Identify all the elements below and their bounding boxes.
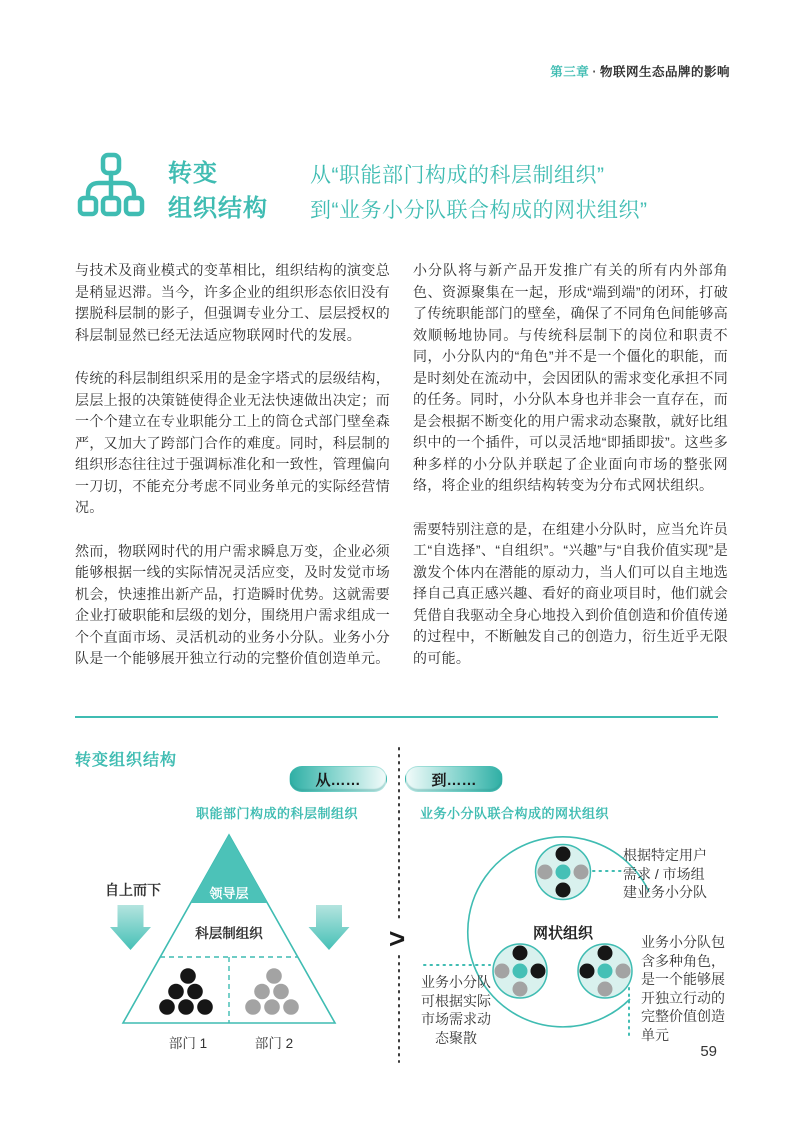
annotation-top-line: 建业务小分队 <box>623 884 707 900</box>
org-chart-icon-svg <box>75 150 147 222</box>
figure-graphics <box>75 740 727 1072</box>
paragraph: 小分队将与新产品开发推广有关的所有内外部角色、资源聚集在一起，形成“端到端”的闭环，打破了传统职能部门的壁垒，确保了不同角色间能够高效顺畅地协同。与传统科层制下的岗位和职责不同，小分队内的“角色”并不是一个僵化的职能，而是时刻处在流动中，会因团队的需求变化承担不同的任务。同时，小分队本身也并非会一直存在，而是会根据不断变化的用户需求动态聚散，就好比组织中的一个插件，可以灵活地“即插即拔”。这些多种多样的小分队并联起了企业面向市场的整张网络，将企业的组织结构转变为分布式网状组织。 <box>413 262 728 493</box>
hierarchy-heading: 职能部门构成的科层制组织 <box>195 806 358 821</box>
network-center-label: 网状组织 <box>532 925 593 942</box>
section-subtitle-line2: 到“业务小分队联合构成的网状组织” <box>310 199 648 222</box>
leadership-label: 领导层 <box>209 886 249 901</box>
down-arrow-right <box>309 905 350 950</box>
annotation-top <box>623 846 707 902</box>
paragraph: 与技术及商业模式的变革相比，组织结构的演变总是稍显迟滞。当今，许多企业的组织形态依旧没有摆脱科层制的影子，但强调专业分工、层层授权的科层制显然已经无法适应物联网时代的发展。 <box>75 262 390 343</box>
annotation-right-line: 完整价值创造 <box>641 1008 725 1024</box>
section-title-line1: 转变 <box>168 160 218 187</box>
org-chart-icon <box>75 150 147 222</box>
right-column <box>413 260 728 692</box>
annotation-left <box>420 973 492 1047</box>
paragraph: 然而，物联网时代的用户需求瞬息万变，企业必须能够根据一线的实际情况灵活应变，及时发觉市场机会，快速推出新产品，打造瞬时优势。这就需要企业打破职能和层级的划分，围绕用户需求组成一个个直面市场、灵活机动的业务小分队。业务小分队是一个能够展开独立行动的完整价值创造单元。 <box>75 542 390 666</box>
annotation-right-line: 是一个能够展 <box>641 971 725 987</box>
annotation-left-line: 业务小分队 <box>421 974 491 990</box>
transition-symbol: > <box>385 924 409 954</box>
annotation-top-line: 根据特定用户 <box>623 847 707 863</box>
annotation-right <box>641 933 725 1044</box>
annotation-left-line: 态聚散 <box>435 1029 477 1046</box>
from-pill: 从…… <box>289 766 387 792</box>
body-columns <box>75 260 728 692</box>
header-separator: · <box>592 65 597 79</box>
left-column <box>75 260 390 692</box>
down-arrow-left <box>110 905 151 950</box>
annotation-right-line: 含多种角色， <box>641 952 725 969</box>
annotation-left-line: 可根据实际 <box>421 992 491 1009</box>
paragraph: 传统的科层制组织采用的是金字塔式的层级结构，层层上报的决策链使得企业无法快速做出决定；而一个个建立在专业职能分工上的筒仓式部门壁垒森严，又加大了跨部门合作的难度。同时，科层制的组织形态往往过于强调标准化和一致性，管理偏向一刀切，不能充分考虑不同业务单元的实际经营情况。 <box>75 370 390 515</box>
network-heading: 业务小分队联合构成的网状组织 <box>420 806 610 821</box>
dept2-label: 部门 2 <box>254 1036 294 1051</box>
annotation-right-line: 单元 <box>641 1026 669 1043</box>
annotation-right-line: 开独立行动的 <box>641 989 725 1006</box>
section-subtitle-line1: 从“职能部门构成的科层制组织” <box>310 164 605 187</box>
chapter-title: 物联网生态品牌的影响 <box>599 65 730 79</box>
section-title <box>168 156 268 226</box>
annotation-left-line: 市场需求动 <box>421 1011 491 1027</box>
annotation-top-line: 需求 / 市场组 <box>623 865 705 882</box>
figure-org-transition <box>75 740 727 1072</box>
section-divider <box>75 716 718 718</box>
squad-cluster-top <box>536 845 591 900</box>
dept1-label: 部门 1 <box>168 1036 208 1051</box>
annotation-right-line: 业务小分队包 <box>641 934 725 950</box>
top-down-label: 自上而下 <box>105 882 161 898</box>
figure-title: 转变组织结构 <box>75 752 178 769</box>
squad-cluster-bottom-left <box>493 944 547 998</box>
running-header <box>550 62 730 80</box>
page-number: 59 <box>700 1043 717 1060</box>
squad-cluster-bottom-right <box>578 944 632 998</box>
chapter-number: 第三章 <box>550 65 590 79</box>
paragraph: 需要特别注意的是，在组建小分队时，应当允许员工“自选择”、“自组织”。“兴趣”与“自我价值实现”是激发个体内在潜能的原动力，当人们可以自主地选择自己真正感兴趣、看好的商业项目时，他们就会凭借自我驱动全身心地投入到价值创造和价值传递的过程中，不断触发自己的创造力，衍生近乎无限的可能。 <box>413 520 728 666</box>
section-title-line2: 组织结构 <box>168 195 268 222</box>
to-pill: 到…… <box>405 766 503 792</box>
section-subtitle <box>310 158 648 228</box>
hierarchy-org-label: 科层制组织 <box>195 926 263 941</box>
